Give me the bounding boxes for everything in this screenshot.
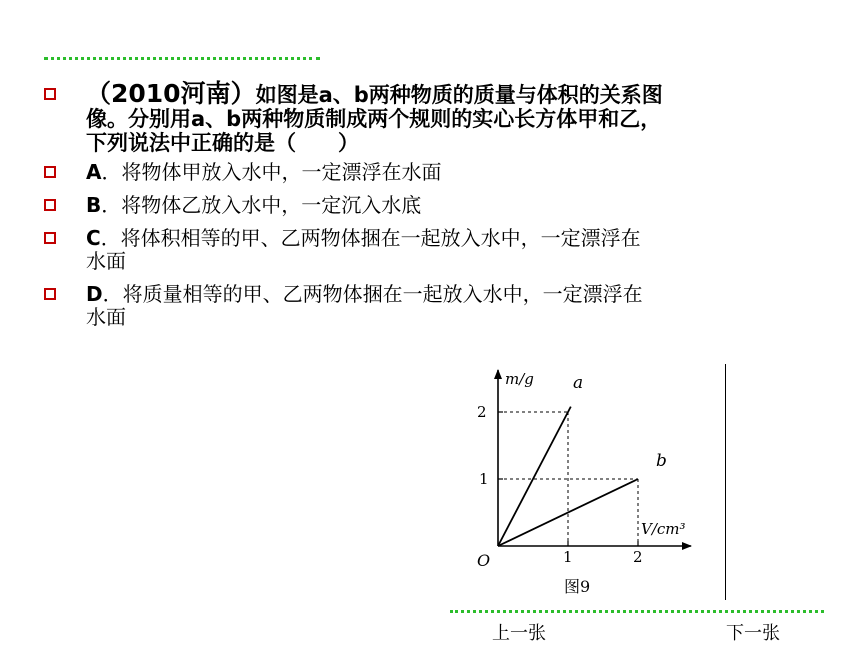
y-tick-1: 1 [479,470,489,488]
question-stem [44,79,804,155]
figure-caption: 图9 [564,577,591,596]
mass-volume-graph [453,364,725,600]
x-tick-1: 1 [563,548,573,566]
option-text: ．将质量相等的甲、乙两物体捆在一起放入水中，一定漂浮在 [102,282,643,306]
option-text: ．将体积相等的甲、乙两物体捆在一起放入水中，一定漂浮在 [100,226,641,250]
option-b[interactable] [44,194,804,217]
y-axis-label: m/g [505,370,534,388]
option-text: ．将物体乙放入水中，一定沉入水底 [101,193,422,217]
line-b-label: b [656,451,667,471]
option-text-cont: 水面 [86,305,126,329]
bullet-icon [44,232,56,244]
bullet-icon [44,288,56,300]
option-d[interactable] [44,283,804,329]
option-text-cont: 水面 [86,249,126,273]
origin-label: O [477,551,491,570]
question-block [44,79,804,329]
option-letter: B [86,193,102,217]
prev-slide-link[interactable]: 上一张 [492,623,546,644]
mass-volume-figure [453,364,726,600]
bottom-dotted-divider [450,610,824,613]
bullet-icon [44,199,56,211]
series-line-b [498,479,638,546]
next-slide-link[interactable]: 下一张 [726,623,780,644]
option-a[interactable] [44,161,804,184]
stem-line-1: （2010河南）如图是a、b两种物质的质量与体积的关系图 [86,79,663,108]
stem-line-3: 下列说法中正确的是（ ） [86,131,359,155]
option-letter: C [86,226,101,250]
bullet-icon [44,88,56,100]
option-text: ．将物体甲放入水中，一定漂浮在水面 [101,160,442,184]
x-tick-2: 2 [633,548,643,566]
stem-line-2: 像。分别用a、b两种物质制成两个规则的实心长方体甲和乙， [86,107,662,131]
option-c[interactable] [44,227,804,273]
y-tick-2: 2 [477,403,487,421]
bullet-icon [44,166,56,178]
top-dotted-divider [44,57,320,60]
option-letter: D [86,282,103,306]
x-axis-label: V/cm³ [641,520,686,538]
series-line-a [498,407,571,546]
question-source: （2010河南） [86,79,256,108]
option-letter: A [86,160,102,184]
line-a-label: a [573,373,584,393]
